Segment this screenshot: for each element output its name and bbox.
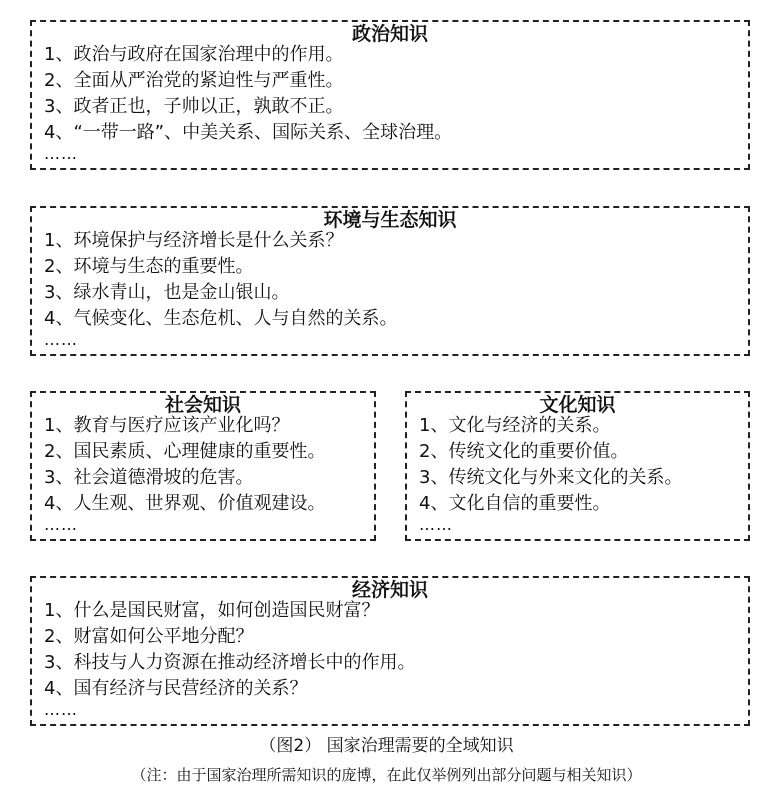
list-item: 1、环境保护与经济增长是什么关系？ (44, 230, 344, 251)
list-item: 4、国有经济与民营经济的关系？ (44, 678, 308, 699)
list-item: 2、环境与生态的重要性。 (44, 256, 254, 277)
culture-box (405, 391, 750, 541)
ellipsis: …… (44, 144, 78, 163)
economy-list (44, 598, 415, 718)
ellipsis: …… (44, 515, 78, 534)
economy-title: 经济知识 (351, 579, 428, 601)
society-list (44, 413, 325, 533)
list-item: 1、政治与政府在国家治理中的作用。 (44, 44, 344, 65)
environment-title: 环境与生态知识 (323, 209, 457, 231)
list-item: 4、气候变化、生态危机、人与自然的关系。 (44, 308, 398, 329)
politics-box (30, 20, 750, 170)
ellipsis: …… (419, 515, 453, 534)
list-item: 4、文化自信的重要性。 (419, 493, 611, 514)
list-item: 3、社会道德滑坡的危害。 (44, 467, 254, 488)
list-item: 1、什么是国民财富，如何创造国民财富？ (44, 600, 380, 621)
politics-list (44, 42, 452, 162)
culture-title: 文化知识 (539, 394, 616, 416)
list-item: 2、全面从严治党的紧迫性与严重性。 (44, 70, 344, 91)
economy-box (30, 576, 750, 726)
society-box (30, 391, 376, 541)
list-item: 2、国民素质、心理健康的重要性。 (44, 441, 326, 462)
list-item: 2、传统文化的重要价值。 (419, 441, 629, 462)
environment-list (44, 228, 397, 348)
list-item: 4、“一带一路”、中美关系、国际关系、全球治理。 (44, 122, 453, 143)
list-item: 3、政者正也，子帅以正，孰敢不正。 (44, 96, 344, 117)
list-item: 1、文化与经济的关系。 (419, 415, 611, 436)
society-title: 社会知识 (164, 394, 241, 416)
ellipsis: …… (44, 700, 78, 719)
ellipsis: …… (44, 330, 78, 349)
list-item: 3、绿水青山，也是金山银山。 (44, 282, 290, 303)
culture-list (419, 413, 682, 533)
list-item: 2、财富如何公平地分配？ (44, 626, 254, 647)
list-item: 3、科技与人力资源在推动经济增长中的作用。 (44, 652, 416, 673)
figure-note: （注：由于国家治理所需知识的庞博，在此仅举例列出部分问题与相关知识） (131, 766, 642, 784)
environment-box (30, 206, 750, 356)
list-item: 4、人生观、世界观、价值观建设。 (44, 493, 326, 514)
figure-caption: （图2） 国家治理需要的全域知识 (259, 736, 514, 756)
politics-title: 政治知识 (351, 23, 428, 45)
list-item: 3、传统文化与外来文化的关系。 (419, 467, 683, 488)
list-item: 1、教育与医疗应该产业化吗？ (44, 415, 290, 436)
